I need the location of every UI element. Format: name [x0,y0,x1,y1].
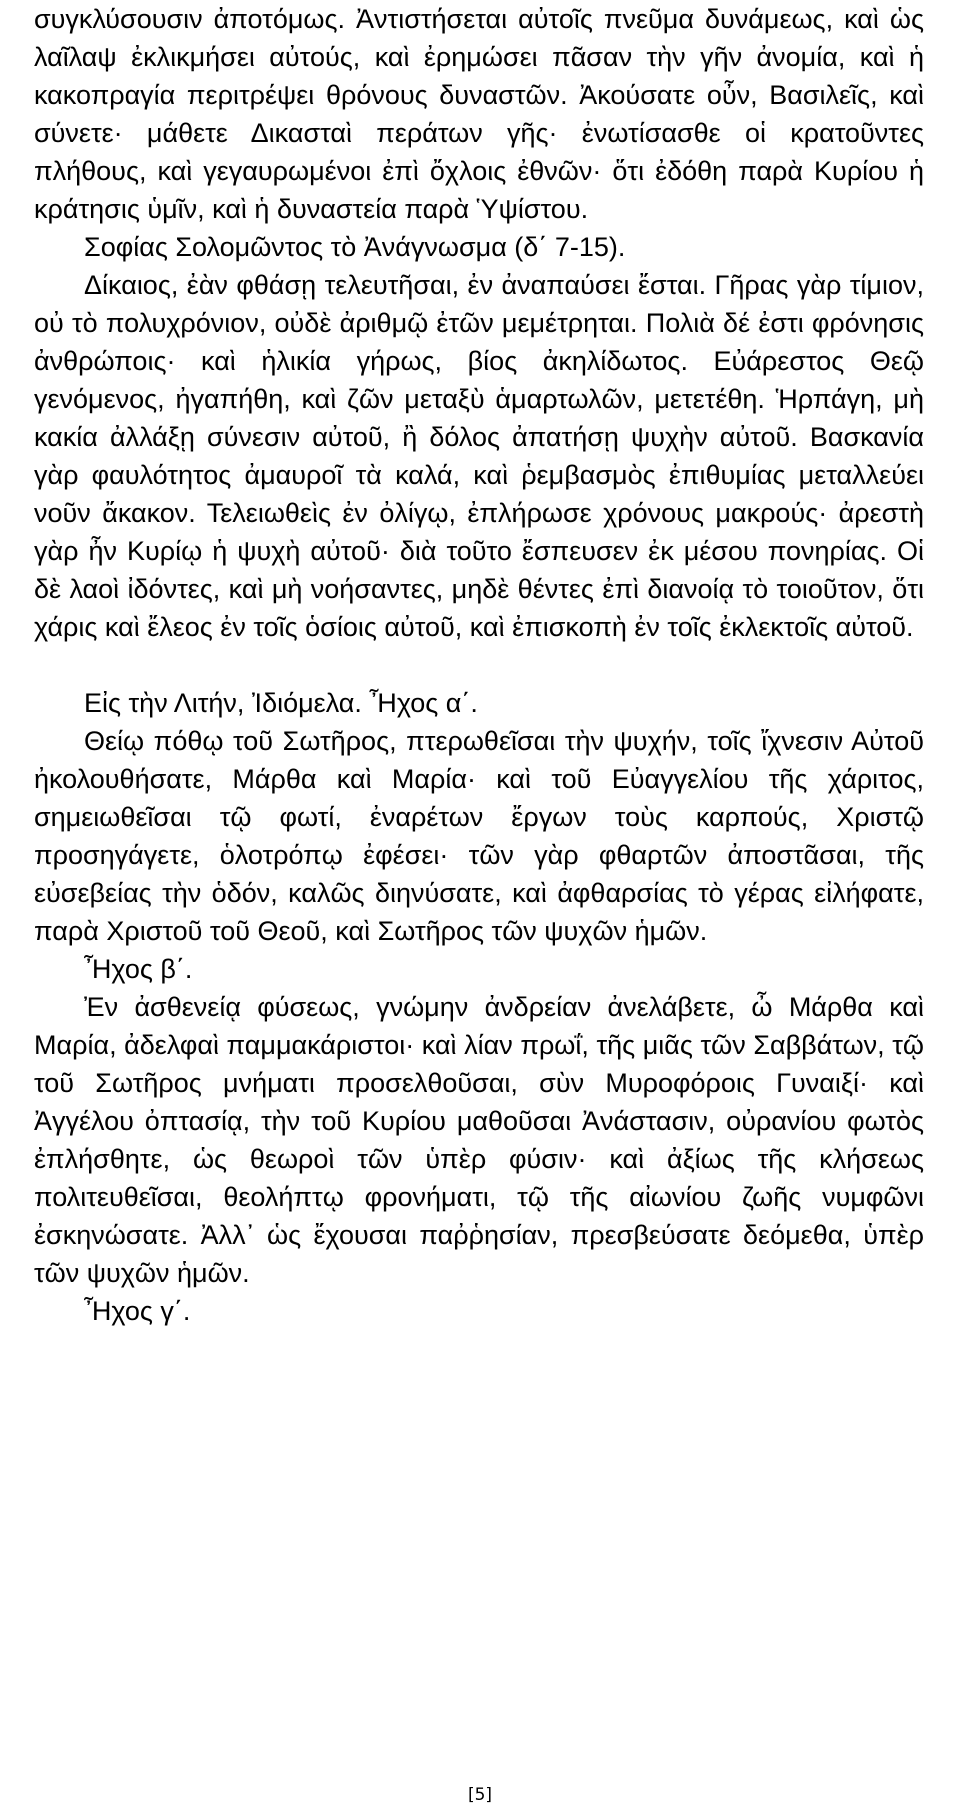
lity-heading: Εἰς τὴν Λιτήν, Ἰδιόμελα. Ἦχος α΄. [84,688,478,718]
paragraph-hymn-tone-1: Θείῳ πόθῳ τοῦ Σωτῆρος, πτερωθεῖσαι τὴν ψυχήν, τοῖς ἴχνεσιν Αὐτοῦ ἠκολουθήσατε, Μάρθα καὶ Μαρία· καὶ τοῦ Εὐαγγελίου τῆς χάριτος, σημειωθεῖσαι τῷ φωτί, ἐναρέτων ἔργων τοὺς καρπούς, Χριστῷ προσηγάγετε, ὁλοτρόπῳ ἐφέσει· τῶν γὰρ φθαρτῶν ἀποστᾶσαι, τῆς εὐσεβείας τὴν ὁδόν, καλῶς διηνύσατε, καὶ ἀφθαρσίας τὸ γέρας εἰλήφατε, παρὰ Χριστοῦ τοῦ Θεοῦ, καὶ Σωτῆρος τῶν ψυχῶν ἡμῶν. [34,726,924,946]
document-page [34,0,924,1818]
tone-3-heading: Ἦχος γ΄. [84,1296,191,1326]
paragraph-hymn-tone-2: Ἐν ἀσθενείᾳ φύσεως, γνώμην ἀνδρείαν ἀνελάβετε, ὦ Μάρθα καὶ Μαρία, ἀδελφαὶ παμμακάριστοι· καὶ λίαν πρωΐ, τῆς μιᾶς τῶν Σαββάτων, τῷ τοῦ Σωτῆρος μνήματι προσελθοῦσαι, σὺν Μυροφόροις Γυναιξί· καὶ Ἀγγέλου ὀπτασίᾳ, τὴν τοῦ Κυρίου μαθοῦσαι Ἀνάστασιν, οὐρανίου φωτὸς ἐπλήσθητε, ὡς θεωροὶ τῶν ὑπὲρ φύσιν· καὶ ἀξίως τῆς κλήσεως πολιτευθεῖσαι, θεολήπτῳ φρονήματι, τῷ τῆς αἰωνίου ζωῆς νυμφῶνι ἐσκηνώσατε. Ἀλλ᾽ ὡς ἔχουσαι παῤῥησίαν, πρεσβεύσατε δεόμεθα, ὑπὲρ τῶν ψυχῶν ἡμῶν. [34,992,924,1288]
paragraph-wisdom-reading: Δίκαιος, ἐὰν φθάσῃ τελευτῆσαι, ἐν ἀναπαύσει ἔσται. Γῆρας γὰρ τίμιον, οὐ τὸ πολυχρόνιον, οὐδὲ ἀριθμῷ ἐτῶν μεμέτρηται. Πολιὰ δέ ἐστι φρόνησις ἀνθρώποις· καὶ ἡλικία γήρως, βίος ἀκηλίδωτος. Εὐάρεστος Θεῷ γενόμενος, ἠγαπήθη, καὶ ζῶν μεταξὺ ἁμαρτωλῶν, μετετέθη. Ἡρπάγη, μὴ κακία ἀλλάξῃ σύνεσιν αὐτοῦ, ἢ δόλος ἀπατήσῃ ψυχὴν αὐτοῦ. Βασκανία γὰρ φαυλότητος ἀμαυροῖ τὰ καλά, καὶ ῥεμβασμὸς ἐπιθυμίας μεταλλεύει νοῦν ἄκακον. Τελειωθεὶς ἐν ὀλίγῳ, ἐπλήρωσε χρόνους μακρούς· ἀρεστὴ γὰρ ἦν Κυρίῳ ἡ ψυχὴ αὐτοῦ· διὰ τοῦτο ἔσπευσεν ἐκ μέσου πονηρίας. Οἱ δὲ λαοὶ ἰδόντες, καὶ μὴ νοήσαντες, μηδὲ θέντες ἐπὶ διανοίᾳ τὸ τοιοῦτον, ὅτι χάρις καὶ ἔλεος ἐν τοῖς ὁσίοις αὐτοῦ, καὶ ἐπισκοπὴ ἐν τοῖς ἐκλεκτοῖς αὐτοῦ. [34,270,924,642]
paragraph-wisdom-ending: συγκλύσουσιν ἀποτόμως. Ἀντιστήσεται αὐτοῖς πνεῦμα δυνάμεως, καὶ ὡς λαῖλαψ ἐκλικμήσει αὐτούς, καὶ ἐρημώσει πᾶσαν τὴν γῆν ἀνομία, καὶ ἡ κακοπραγία περιτρέψει θρόνους δυναστῶν. Ἀκούσατε οὖν, Βασιλεῖς, καὶ σύνετε· μάθετε Δικασταὶ περάτων γῆς· ἐνωτίσασθε οἱ κρατοῦντες πλήθους, καὶ γεγαυρωμένοι ἐπὶ ὄχλοις ἐθνῶν· ὅτι ἐδόθη παρὰ Κυρίου ἡ κράτησις ὑμῖν, καὶ ἡ δυναστεία παρὰ Ὑψίστου. [34,4,924,224]
page-number: [5] [467,1785,493,1805]
reading-heading: Σοφίας Σολομῶντος τὸ Ἀνάγνωσμα (δ΄ 7-15). [84,232,626,262]
tone-2-heading: Ἦχος β΄. [84,954,193,984]
